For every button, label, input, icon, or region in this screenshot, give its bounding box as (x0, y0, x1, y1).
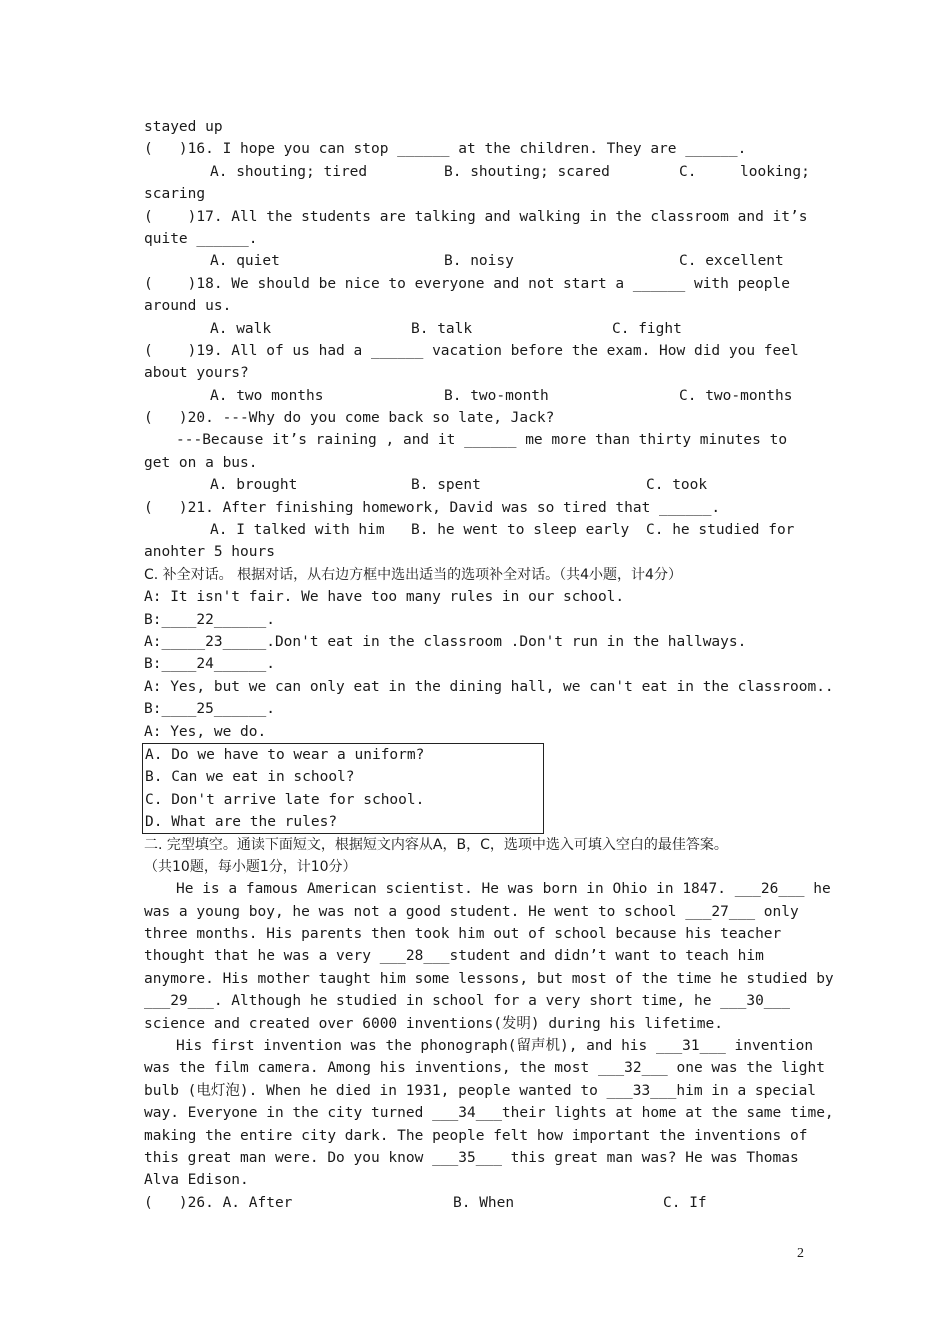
passage-paragraph-2 (144, 1035, 834, 1192)
option-b: B. he went to sleep early (411, 522, 630, 539)
option-c: C. If (663, 1194, 707, 1211)
dialogue-line: B:____22______. (144, 611, 275, 628)
option-c: C. (679, 163, 697, 180)
options-19 (144, 385, 807, 407)
text-line: about yours? (144, 365, 249, 382)
option-a: A. shouting; tired (210, 163, 368, 180)
options-16 (144, 161, 810, 183)
box-option-d: D. What are the rules? (145, 814, 338, 831)
section-2-subheading: （共10题，每小题1分，计10分） (144, 858, 357, 875)
passage-paragraph-1 (144, 878, 834, 1035)
text-line: around us. (144, 298, 232, 315)
text-line: get on a bus. (144, 454, 258, 471)
option-a: A. I talked with him (210, 522, 385, 539)
text-line: ---Because it’s raining , and it ______ me more than thirty minutes to (176, 432, 788, 449)
box-option-a: A. Do we have to wear a uniform? (145, 746, 425, 763)
passage-line: ___29___. Although he studied in school for a very short time, he ___30___ (144, 993, 791, 1010)
option-b: B. shouting; scared (444, 163, 610, 180)
option-c: C. excellent (679, 253, 784, 270)
option-a: A. quiet (210, 253, 280, 270)
box-option-b: B. Can we eat in school? (145, 769, 355, 786)
passage-line: science and created over 6000 inventions(发明) during his lifetime. (144, 1015, 723, 1032)
passage-line: making the entire city dark. The people felt how important the inventions of (144, 1127, 808, 1144)
option-c-text: looking; (740, 163, 810, 180)
dialogue-line: B:____25______. (144, 701, 275, 718)
passage-line: three months. His parents then took him out of school because his teacher (144, 926, 782, 943)
option-c: C. took (646, 477, 708, 494)
passage-line: bulb (电灯泡). When he died in 1931, people wanted to ___33___him in a special (144, 1082, 817, 1099)
question-18: ( )18. We should be nice to everyone and not start a ______ with people (144, 275, 791, 292)
text-line: quite ______. (144, 230, 258, 247)
options-21 (144, 519, 807, 541)
text-line: stayed up (144, 119, 223, 135)
passage-line: anymore. His mother taught him some lessons, but most of the time he studied by (144, 970, 834, 987)
question-16: ( )16. I hope you can stop ______ at the children. They are ______. (144, 141, 747, 158)
dialogue-line: B:____24______. (144, 656, 275, 673)
passage-line: way. Everyone in the city turned ___34___their lights at home at the same time, (144, 1105, 834, 1122)
option-b: B. spent (411, 477, 481, 494)
text-line: scaring (144, 186, 206, 203)
page-number: 2 (797, 1246, 804, 1261)
question-19: ( )19. All of us had a ______ vacation before the exam. How did you feel (144, 342, 799, 359)
option-b: B. two-month (444, 387, 549, 404)
question-17: ( )17. All the students are talking and walking in the classroom and it’s (144, 208, 808, 225)
option-c: C. fight (612, 320, 682, 337)
passage-line: was the film camera. Among his inventions, the most ___32___ one was the light (144, 1060, 825, 1077)
section-c-heading: C. 补全对话。 根据对话，从右边方框中选出适当的选项补全对话。（共4小题，计4分） (144, 566, 682, 583)
option-b: B. talk (411, 320, 473, 337)
dialogue-line: A: Yes, but we can only eat in the dining hall, we can't eat in the classroom.. (144, 678, 834, 695)
box-option-c: C. Don't arrive late for school. (145, 791, 425, 808)
text-line: anohter 5 hours (144, 544, 275, 561)
option-c: C. two-months (679, 387, 793, 404)
dialogue-line: A: Yes, we do. (144, 723, 267, 740)
options-20 (144, 474, 807, 496)
dialogue-line: A:_____23_____.Don't eat in the classroom .Don't run in the hallways. (144, 633, 747, 650)
passage-line: thought that he was a very ___28___student and didn’t want to teach him (144, 948, 764, 965)
dialogue-line: A: It isn't fair. We have too many rules in our school. (144, 589, 625, 606)
section-2-heading: 二. 完型填空。通读下面短文，根据短文内容从A，B，C，选项中选入可填入空白的最佳答案。 (144, 836, 728, 853)
passage-line: this great man were. Do you know ___35___ this great man was? He was Thomas (144, 1149, 799, 1166)
option-c: C. he studied for (646, 522, 795, 539)
question-26-stem: ( )26. A. After (144, 1194, 293, 1211)
question-26 (144, 1192, 807, 1214)
question-21: ( )21. After finishing homework, David was so tired that ______. (144, 499, 721, 516)
option-a: A. walk (210, 320, 272, 337)
options-18 (144, 318, 807, 340)
passage-line: Alva Edison. (144, 1172, 249, 1189)
option-b: B. noisy (444, 253, 514, 270)
option-a: A. two months (210, 387, 324, 404)
option-b: B. When (453, 1194, 515, 1211)
passage-line: was a young boy, he was not a good student. He went to school ___27___ only (144, 903, 799, 920)
options-17 (144, 250, 807, 272)
option-a: A. brought (210, 477, 298, 494)
options-box (142, 743, 544, 834)
passage-line: He is a famous American scientist. He was born in Ohio in 1847. ___26___ he (176, 881, 831, 898)
worksheet-page (144, 116, 834, 1214)
passage-line: His first invention was the phonograph(留声机), and his ___31___ invention (176, 1038, 814, 1055)
question-20: ( )20. ---Why do you come back so late, Jack? (144, 410, 555, 427)
